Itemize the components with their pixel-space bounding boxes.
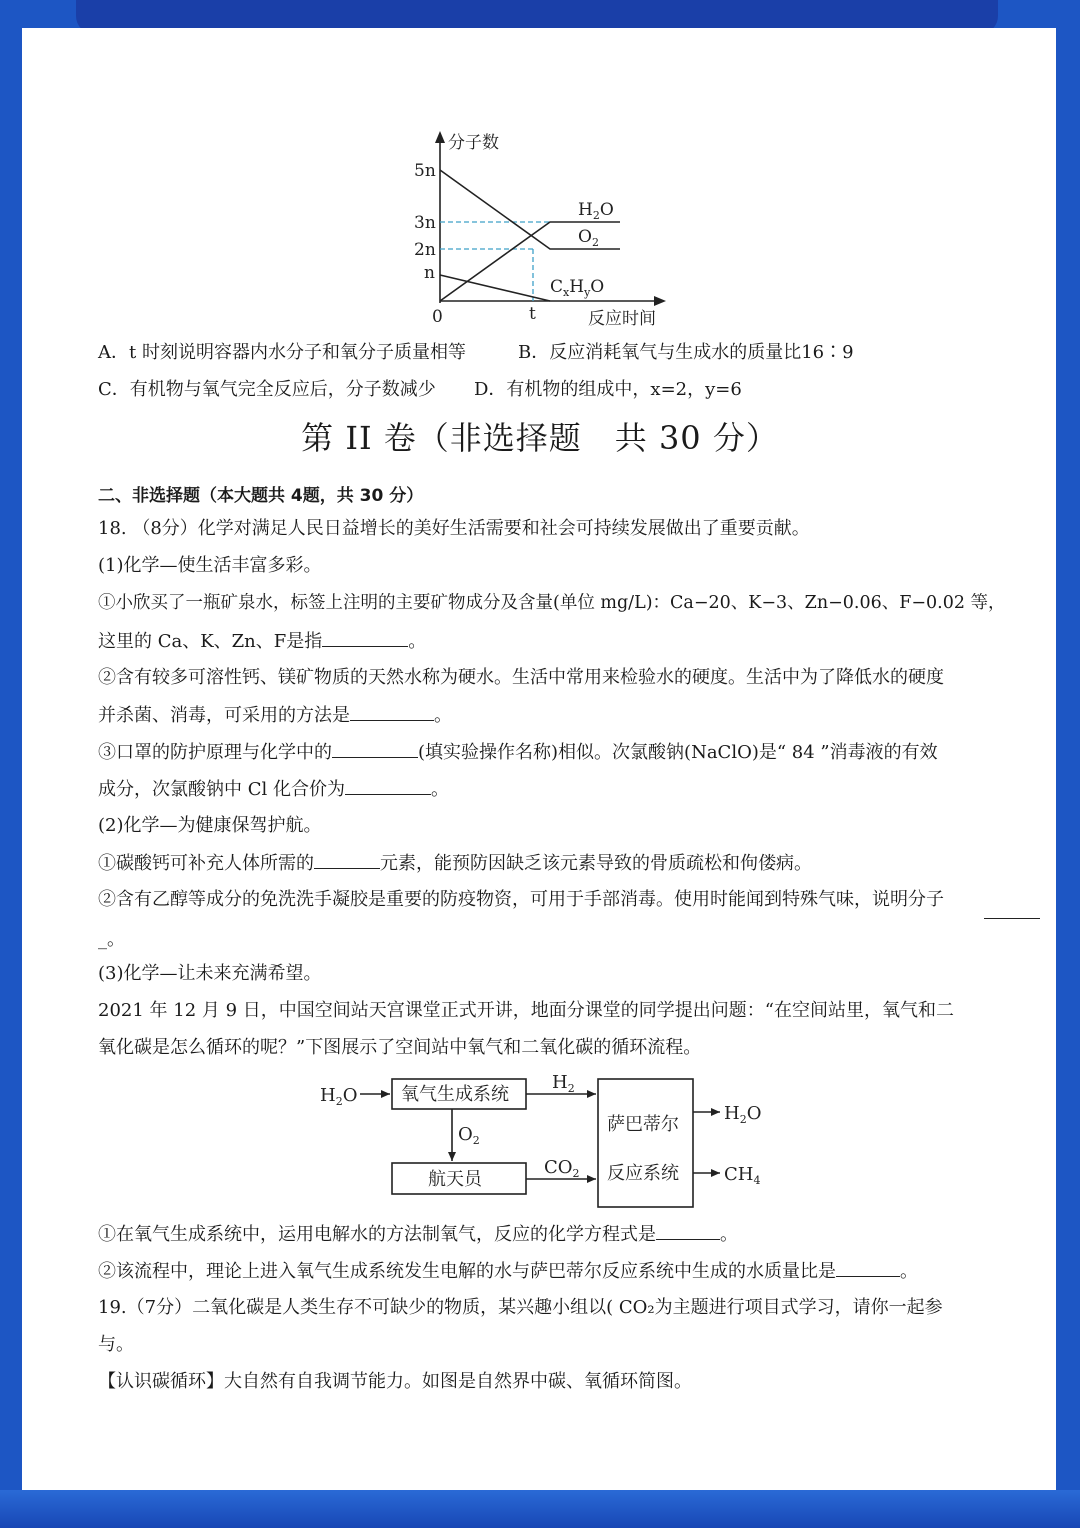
x-axis-arrow bbox=[654, 296, 666, 306]
x-axis-label: 反应时间 bbox=[588, 309, 656, 329]
flow-sabatier-line-1: 萨巴蒂尔 bbox=[607, 1114, 679, 1135]
label-cxhyo: $C_xH_yO$ bbox=[550, 277, 605, 299]
q18-line-4-text: 这里的 Ca、K、Zn、F是指 bbox=[98, 631, 323, 652]
q18-line-14: 2021 年 12 月 9 日，中国空间站天宫课堂正式开讲，地面分课堂的同学提出问题：“在空间站里，氧气和二 bbox=[98, 1000, 954, 1021]
q18-line-8-end: 。 bbox=[430, 779, 449, 800]
q18-line-5: ②含有较多可溶性钙、镁矿物质的天然水称为硬水。生活中常用来检验水的硬度。生活中为了降低水的硬度 bbox=[98, 667, 944, 688]
q18-line-7-rest: (填实验操作名称)相似。次氯酸钠(NaClO)是“ 84 ”消毒液的有效 bbox=[418, 742, 938, 763]
section-subhead: 二、非选择题（本大题共 4题，共 30 分） bbox=[98, 486, 424, 506]
q18-line-15: 氧化碳是怎么循环的呢？”下图展示了空间站中氧气和二氧化碳的循环流程。 bbox=[98, 1037, 702, 1058]
q18-line-2: (1)化学—使生活丰富多彩。 bbox=[98, 555, 322, 576]
q18-line-7-text: ③口罩的防护原理与化学中的 bbox=[98, 742, 332, 763]
series-cxhyo-line bbox=[440, 275, 550, 301]
answer-blank-3[interactable] bbox=[332, 739, 418, 758]
answer-blank-8[interactable] bbox=[836, 1258, 900, 1277]
flow-sabatier-line-2: 反应系统 bbox=[607, 1163, 679, 1184]
option-d: D．有机物的组成中，x=2，y=6 bbox=[474, 379, 742, 400]
answer-blank-2[interactable] bbox=[350, 702, 434, 721]
q18-line-10-rest: 元素，能预防因缺乏该元素导致的骨质疏松和佝偻病。 bbox=[380, 853, 812, 874]
q18-line-9: (2)化学—为健康保驾护航。 bbox=[98, 815, 322, 836]
flow-ch4: $CH_4$ bbox=[724, 1164, 761, 1187]
flow-co2: $CO_2$ bbox=[544, 1157, 580, 1180]
flow-o2: $O_2$ bbox=[458, 1124, 480, 1147]
q18-line-6 bbox=[98, 702, 452, 729]
answer-blank-6[interactable] bbox=[984, 918, 1040, 919]
q19-line-1: 19.（7分）二氧化碳是人类生存不可缺少的物质，某兴趣小组以( CO₂为主题进行项目式学习，请你一起参 bbox=[98, 1297, 943, 1318]
q18-line-12: _。 bbox=[98, 929, 125, 950]
ytick-n: n bbox=[424, 263, 435, 283]
option-b: B．反应消耗氧气与生成水的质量比16∶9 bbox=[518, 342, 854, 363]
q18-line-7 bbox=[98, 739, 938, 766]
flow-h2: $H_2$ bbox=[552, 1072, 575, 1095]
flow-oxygen-system: 氧气生成系统 bbox=[401, 1084, 509, 1105]
label-o2: $O_2$ bbox=[578, 227, 599, 249]
flow-h2o-out: $H_2O$ bbox=[724, 1103, 762, 1126]
q18-line-10 bbox=[98, 850, 812, 877]
q18-line-10-text: ①碳酸钙可补充人体所需的 bbox=[98, 853, 314, 874]
answer-blank-4[interactable] bbox=[345, 776, 431, 795]
option-a: A．t 时刻说明容器内水分子和氧分子质量相等 bbox=[98, 342, 466, 363]
section-title: 第 II 卷（非选择题 共 30 分） bbox=[301, 419, 779, 457]
q18-line-4 bbox=[98, 628, 426, 655]
q18-line-6-end: 。 bbox=[434, 705, 452, 726]
ytick-3n: 3n bbox=[414, 213, 436, 233]
q18-line-8-text: 成分，次氯酸钠中 Cl 化合价为 bbox=[98, 779, 345, 800]
q19-line-3: 【认识碳循环】大自然有自我调节能力。如图是自然界中碳、氧循环简图。 bbox=[98, 1371, 692, 1392]
molecule-count-chart bbox=[400, 125, 680, 335]
ytick-5n: 5n bbox=[414, 161, 436, 181]
q18-line-4-end: 。 bbox=[408, 631, 427, 652]
y-axis-arrow bbox=[435, 131, 445, 143]
q18-line-16 bbox=[98, 1221, 738, 1248]
space-station-flow-diagram bbox=[312, 1070, 782, 1212]
flow-h2o-in: $H_2O$ bbox=[320, 1085, 358, 1108]
xtick-t: t bbox=[529, 304, 536, 324]
q18-line-6-text: 并杀菌、消毒，可采用的方法是 bbox=[98, 705, 350, 726]
answer-blank-5[interactable] bbox=[314, 850, 380, 869]
q18-line-16-text: ①在氧气生成系统中，运用电解水的方法制氧气，反应的化学方程式是 bbox=[98, 1224, 656, 1245]
y-axis-label: 分子数 bbox=[448, 133, 499, 153]
q18-line-16-end: 。 bbox=[720, 1224, 738, 1245]
q18-line-1: 18. （8分）化学对满足人民日益增长的美好生活需要和社会可持续发展做出了重要贡献。 bbox=[98, 518, 810, 539]
answer-blank-7[interactable] bbox=[656, 1221, 720, 1240]
q18-line-17 bbox=[98, 1258, 918, 1285]
answer-blank-1[interactable] bbox=[322, 628, 408, 647]
q18-line-17-end: 。 bbox=[900, 1261, 918, 1282]
bottom-bar-decoration bbox=[0, 1490, 1080, 1528]
q18-line-13: (3)化学—让未来充满希望。 bbox=[98, 963, 322, 984]
option-c: C．有机物与氧气完全反应后，分子数减少 bbox=[98, 379, 436, 400]
sabatier-box bbox=[598, 1079, 693, 1207]
origin-label: 0 bbox=[432, 307, 443, 327]
ytick-2n: 2n bbox=[414, 240, 436, 260]
label-h2o: $H_2O$ bbox=[578, 200, 614, 222]
q18-line-11: ②含有乙醇等成分的免洗洗手凝胶是重要的防疫物资，可用于手部消毒。使用时能闻到特殊气味，说明分子 bbox=[98, 889, 944, 910]
q19-line-2: 与。 bbox=[98, 1334, 134, 1355]
flow-astronaut: 航天员 bbox=[428, 1169, 482, 1190]
q18-line-3: ①小欣买了一瓶矿泉水，标签上注明的主要矿物成分及含量(单位 mg/L)：Ca−20、K−3、Zn−0.06、F−0.02 等， bbox=[98, 593, 1006, 613]
q18-line-8 bbox=[98, 776, 449, 803]
q18-line-17-text: ②该流程中，理论上进入氧气生成系统发生电解的水与萨巴蒂尔反应系统中生成的水质量比是 bbox=[98, 1261, 836, 1282]
